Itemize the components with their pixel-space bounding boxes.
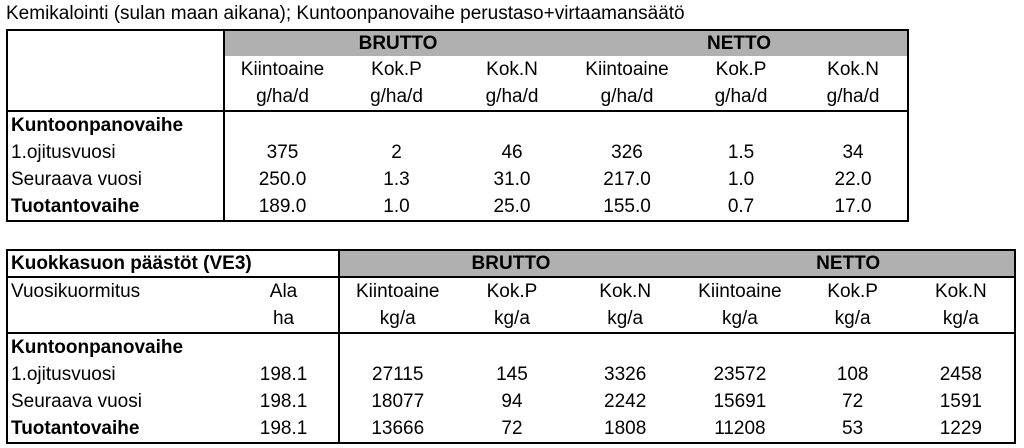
cell: 1.0	[727, 169, 755, 190]
col-header: Kiintoaine	[224, 56, 340, 83]
table-row	[7, 388, 1015, 415]
col-header: Kok.P	[456, 277, 568, 305]
cell: 145	[496, 364, 528, 385]
table-title: Kuokkasuon päästöt (VE3)	[7, 250, 339, 277]
col-unit: g/ha/d	[600, 86, 654, 107]
cell: 25.0	[493, 196, 531, 217]
cell: 72	[501, 418, 523, 439]
row-label: 1.ojitusvuosi	[11, 364, 116, 385]
col-unit: g/ha/d	[224, 83, 340, 111]
col-unit: kg/a	[493, 308, 530, 329]
group-header-netto: NETTO	[571, 30, 908, 56]
cell: 11208	[714, 418, 766, 439]
col-unit: kg/a	[942, 308, 979, 329]
cell: 189.0	[224, 193, 340, 221]
corner-cell	[7, 30, 224, 56]
col-header: Kok.N	[486, 59, 538, 80]
cell: 2458	[939, 364, 982, 385]
col-unit: g/ha/d	[826, 86, 880, 107]
col-unit: ha	[272, 308, 295, 329]
cell: 1591	[939, 391, 982, 412]
col-header: Kok.P	[371, 59, 422, 80]
col-unit: g/ha/d	[370, 86, 423, 107]
cell: 250.0	[224, 166, 340, 193]
cell: 22.0	[834, 169, 872, 190]
col-header: Kok.N	[908, 277, 1015, 305]
cell: 108	[836, 364, 869, 385]
row-label: Tuotantovaihe	[11, 196, 140, 217]
cell: 53	[842, 418, 864, 439]
col-header: Kiintoaine	[585, 59, 669, 80]
row-label: 1.ojitusvuosi	[11, 142, 116, 163]
col-header: Kiintoaine	[339, 277, 456, 305]
cell: 3326	[604, 364, 647, 385]
table-row	[7, 166, 908, 193]
cell: 46	[501, 142, 523, 163]
cell: 2	[391, 142, 402, 163]
cell: 217.0	[603, 169, 651, 190]
cell: 17.0	[834, 196, 872, 217]
group-header-brutto: BRUTTO	[339, 250, 683, 277]
cell: 72	[842, 391, 864, 412]
cell: 94	[501, 391, 523, 412]
section-label: Kuntoonpanovaihe	[7, 111, 224, 139]
cell: 15691	[713, 391, 767, 412]
cell: 13666	[339, 415, 456, 443]
col-header: Kok.N	[827, 59, 879, 80]
cell: 31.0	[493, 169, 531, 190]
cell: 326	[611, 142, 643, 163]
cell: 1.0	[383, 196, 410, 217]
cell: 34	[842, 142, 864, 163]
col-header: Kok.P	[715, 59, 767, 80]
table-caption: Kemikalointi (sulan maan aikana); Kuntoonpanovaihe perustaso+virtaamansäätö	[6, 3, 685, 24]
col-header: Kok.P	[798, 277, 908, 305]
cell: 18077	[339, 388, 456, 415]
cell: 1.3	[383, 169, 410, 190]
table-row	[7, 361, 1015, 388]
section-label: Kuntoonpanovaihe	[7, 333, 229, 361]
cell: 0.7	[727, 196, 755, 217]
row-label: Seuraava vuosi	[11, 391, 142, 412]
cell: 198.1	[259, 418, 308, 439]
cell: 23572	[713, 364, 767, 385]
row-label: Tuotantovaihe	[11, 418, 140, 439]
cell: 2242	[604, 391, 647, 412]
table-kuokkasuo-emissions	[6, 249, 1016, 444]
cell: 198.1	[259, 391, 308, 412]
table-gross-net-per-ha	[6, 29, 909, 222]
col-header: Kiintoaine	[682, 277, 797, 305]
cell: 155.0	[603, 196, 651, 217]
col-unit: g/ha/d	[714, 86, 768, 107]
table-row	[7, 139, 908, 166]
cell: 1229	[939, 418, 982, 439]
group-header-brutto: BRUTTO	[224, 30, 571, 56]
cell: 375	[224, 139, 340, 166]
cell: 1808	[604, 418, 647, 439]
col-header: Kok.N	[568, 277, 682, 305]
col-unit: kg/a	[834, 308, 871, 329]
group-header-netto: NETTO	[682, 250, 1015, 277]
row-header: Vuosikuormitus	[7, 277, 229, 305]
col-unit: kg/a	[607, 308, 644, 329]
cell: 198.1	[259, 364, 308, 385]
cell: 1.5	[727, 142, 755, 163]
col-unit: kg/a	[721, 308, 758, 329]
col-unit: kg/a	[339, 305, 456, 333]
col-header: Ala	[229, 277, 338, 305]
row-label: Seuraava vuosi	[11, 169, 142, 190]
col-unit: g/ha/d	[485, 86, 539, 107]
table-row	[7, 193, 908, 221]
table-row	[7, 415, 1015, 443]
cell: 27115	[339, 361, 456, 388]
